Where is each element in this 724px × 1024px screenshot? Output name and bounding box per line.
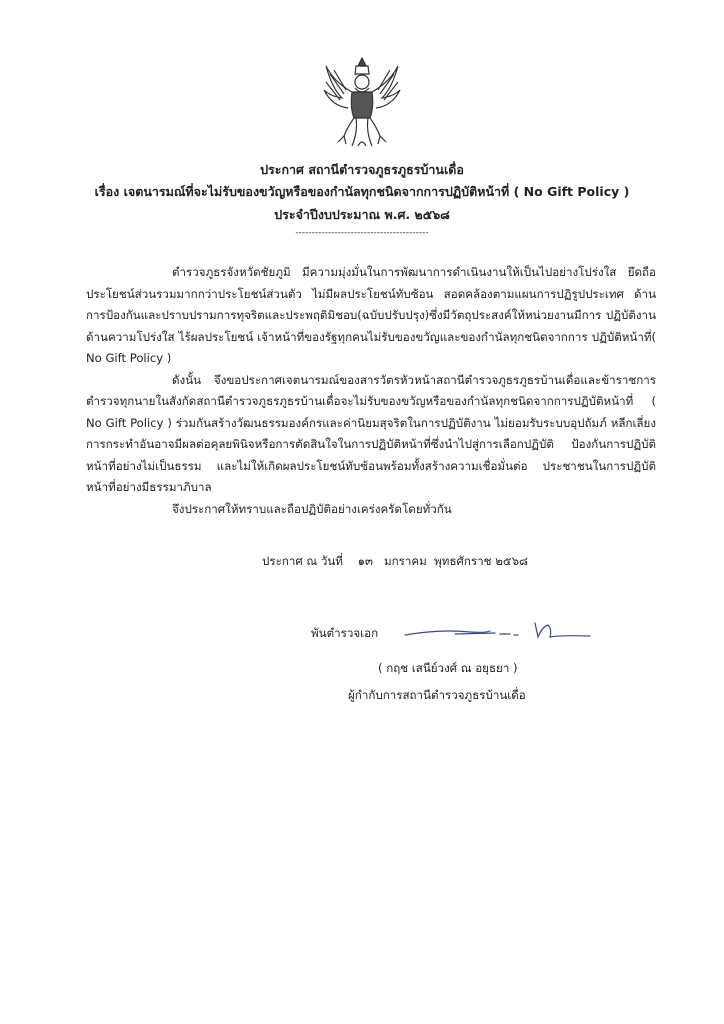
announcement-body bbox=[86, 262, 656, 520]
handwritten-signature bbox=[400, 615, 600, 645]
paragraph-1: ตำรวจภูธรจังหวัดชัยภูมิ มีความมุ่งมั่นในการพัฒนาการดำเนินงานให้เป็นไปอย่างโปร่งใส ยึดถือประโยชน์ส่วนรวมมากกว่าประโยชน์ส่วนตัว ไม่มีผลประโยชน์ทับซ้อน สอดคล้องตามแผนการปฏิรูปประเทศ ด้านการป้องกันและปราบปรามการทุจริตและประพฤติมิชอบ(ฉบับปรับปรุง)ซึ่งมีวัตถุประสงค์ให้หน่วยงานมีการ ปฏิบัติงานด้านความโปร่งใส ไร้ผลประโยชน์ เจ้าหน้าที่ของรัฐทุกคนไม่รับของขวัญและของกำนัลทุกชนิดจากการ ปฏิบัติหน้าที่( No Gift Policy ) bbox=[86, 265, 656, 365]
announcement-subject: เรื่อง เจตนารมณ์ที่จะไม่รับของขวัญหรือของกำนัลทุกชนิดจากการปฏิบัติหน้าที่ ( No Gift Policy ) bbox=[94, 184, 630, 199]
fiscal-year: ประจำปีงบประมาณ พ.ศ. ๒๕๖๘ bbox=[274, 207, 450, 222]
announcement-date: ประกาศ ณ วันที่ ๑๓ มกราคม พุทธศักราช ๒๕๖๘ bbox=[262, 554, 528, 568]
signer-name: ( กฤช เสนีย์วงศ์ ณ อยุธยา ) bbox=[378, 661, 518, 675]
garuda-emblem-icon bbox=[322, 52, 402, 152]
paragraph-2: ดังนั้น จึงขอประกาศเจตนารมณ์ของสารวัตรหัวหน้าสถานีตำรวจภูธรภูธรบ้านเดื่อและข้าราชการ ตำรวจทุกนายในสังกัดสถานีตำรวจภูธรภูธรบ้านเดื่อจะไม่รับของขวัญหรือของกำนัลทุกชนิดจากการปฏิบัติหน้าที่ ( No Gift Policy ) ร่วมกันสร้างวัฒนธรรมองค์กรและค่านิยมสุจริตในการปฏิบัติงาน ไม่ยอมรับระบบอุปถัมภ์ หลีกเลี่ยงการกระทำอันอาจมีผลต่อคุลยพินิจหรือการตัดสินใจในการปฏิบัติหน้าที่ซึ่งนำไปสู่การเลือกปฏิบัติ ป้องกันการปฏิบัติหน้าที่อย่างไม่เป็นธรรม และไม่ให้เกิดผลประโยชน์ทับซ้อนพร้อมทั้งสร้างความเชื่อมั่นต่อ ประชาชนในการปฏิบัติหน้าที่อย่างมีธรรมาภิบาล bbox=[86, 372, 656, 494]
signer-rank: พันตำรวจเอก bbox=[311, 626, 379, 640]
paragraph-3: จึงประกาศให้ทราบและถือปฏิบัติอย่างเคร่งครัดโดยทั่วกัน bbox=[172, 501, 452, 516]
separator-line: ----------------------------------------- bbox=[295, 228, 429, 238]
announcement-title: ประกาศ สถานีตำรวจภูธรภูธรบ้านเดื่อ bbox=[260, 162, 464, 177]
signer-position: ผู้กำกับการสถานีตำรวจภูธรบ้านเดื่อ bbox=[348, 688, 526, 702]
